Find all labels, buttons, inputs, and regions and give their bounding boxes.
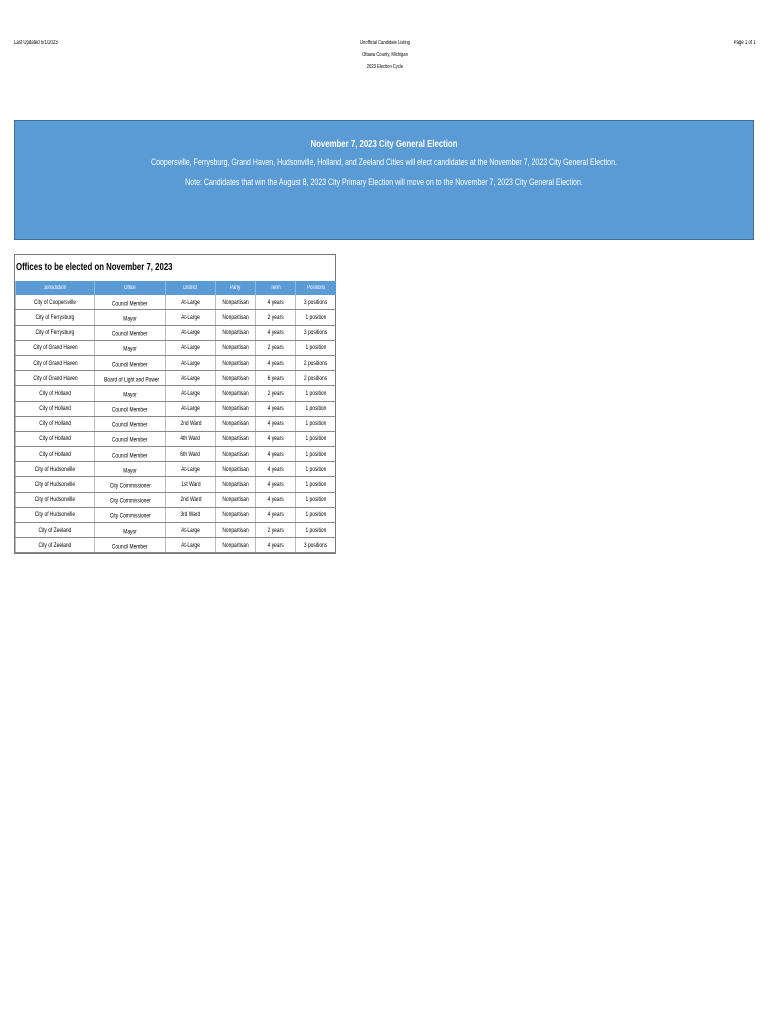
cell-jurisdiction (16, 538, 95, 553)
cell-jurisdiction (16, 371, 95, 386)
cell-jurisdiction (16, 416, 95, 431)
table-row (16, 507, 336, 522)
cell-text: 4 years (267, 405, 284, 413)
cell-office (95, 340, 166, 355)
cell-text: 2 years (267, 344, 284, 352)
cell-text: Nonpartisan (222, 359, 249, 367)
cell-party (216, 386, 256, 401)
cell-positions (296, 477, 336, 492)
cell-text: City of Zeeland (38, 526, 72, 534)
column-header-positions (296, 281, 336, 295)
cell-positions (296, 325, 336, 340)
cell-jurisdiction (16, 431, 95, 446)
cell-text: City of Ferrysburg (35, 329, 75, 337)
cell-text: 1 position (305, 344, 327, 352)
cell-text: At-Large (181, 374, 200, 382)
column-header-office (95, 281, 166, 295)
cell-district (166, 507, 216, 522)
cell-text: 1st Ward (180, 481, 201, 489)
cell-district (166, 492, 216, 507)
cell-office (95, 507, 166, 522)
column-header-label: District (183, 285, 198, 292)
cell-positions (296, 371, 336, 386)
banner-line-1: Coopersville, Ferrysburg, Grand Haven, Hudsonville, Holland, and Zeeland Cities will elect candidates at the November 7, 2023 City General Election. (151, 157, 617, 167)
offices-table-container (14, 254, 336, 554)
table-row (16, 371, 336, 386)
cell-term (256, 371, 296, 386)
cell-text: 3 positions (304, 329, 328, 337)
cell-party (216, 340, 256, 355)
cell-office (95, 492, 166, 507)
cell-office (95, 431, 166, 446)
cell-party (216, 295, 256, 310)
cell-text: 4 years (267, 481, 284, 489)
cell-text: City of Hudsonville (34, 511, 76, 519)
cell-text: City of Hudsonville (34, 465, 76, 473)
cell-jurisdiction (16, 310, 95, 325)
cell-text: Council Member (112, 543, 148, 551)
cell-party (216, 538, 256, 553)
cell-jurisdiction (16, 492, 95, 507)
cell-text: At-Large (181, 359, 200, 367)
cell-district (166, 416, 216, 431)
cell-office (95, 462, 166, 477)
cell-text: City of Grand Haven (32, 359, 78, 367)
cell-text: 1 position (305, 420, 327, 428)
cell-office (95, 538, 166, 553)
cell-office (95, 295, 166, 310)
cell-text: 2 years (267, 389, 284, 397)
cell-text: 1 position (305, 465, 327, 473)
cell-text: 4 years (267, 541, 284, 549)
table-row (16, 431, 336, 446)
cell-text: 4 years (267, 420, 284, 428)
cell-text: 2 positions (304, 359, 328, 367)
cell-jurisdiction (16, 355, 95, 370)
column-header-jurisdiction (16, 281, 95, 295)
cell-text: 4 years (267, 511, 284, 519)
cell-text: Mayor (123, 315, 137, 323)
table-row (16, 340, 336, 355)
cell-district (166, 325, 216, 340)
cell-text: City of Hudsonville (34, 496, 76, 504)
cell-district (166, 523, 216, 538)
banner-title: November 7, 2023 City General Election (310, 139, 458, 150)
cell-text: Council Member (112, 452, 148, 460)
cell-text: At-Large (181, 389, 200, 397)
cell-jurisdiction (16, 462, 95, 477)
cell-office (95, 355, 166, 370)
election-banner (14, 120, 754, 240)
cell-term (256, 462, 296, 477)
cell-text: City of Holland (39, 405, 71, 413)
cell-text: 1 position (305, 526, 327, 534)
cell-term (256, 325, 296, 340)
cell-text: Council Member (112, 436, 148, 444)
cell-term (256, 447, 296, 462)
cell-party (216, 401, 256, 416)
cell-jurisdiction (16, 386, 95, 401)
cell-text: Nonpartisan (222, 329, 249, 337)
cell-text: 2nd Ward (180, 420, 201, 428)
cell-text: City of Holland (39, 450, 71, 458)
cell-text: Nonpartisan (222, 450, 249, 458)
cell-term (256, 340, 296, 355)
cell-district (166, 462, 216, 477)
cell-jurisdiction (16, 325, 95, 340)
cell-office (95, 401, 166, 416)
cell-text: At-Large (181, 313, 200, 321)
cell-term (256, 538, 296, 553)
cell-term (256, 295, 296, 310)
offices-table (15, 281, 336, 553)
cell-party (216, 447, 256, 462)
cell-text: 3 positions (304, 298, 328, 306)
cell-term (256, 523, 296, 538)
column-header-label: Positions (306, 285, 325, 292)
cell-text: Nonpartisan (222, 465, 249, 473)
cell-text: Mayor (123, 467, 137, 475)
table-row (16, 386, 336, 401)
cell-term (256, 401, 296, 416)
cell-text: Board of Light and Power (104, 376, 160, 384)
cell-jurisdiction (16, 477, 95, 492)
cell-text: 4 years (267, 465, 284, 473)
cell-positions (296, 462, 336, 477)
cell-text: 1 position (305, 511, 327, 519)
column-header-label: Term (270, 285, 281, 292)
cell-text: 4 years (267, 435, 284, 443)
cell-jurisdiction (16, 401, 95, 416)
cell-term (256, 492, 296, 507)
column-header-district (166, 281, 216, 295)
cell-text: Nonpartisan (222, 435, 249, 443)
cell-text: 2 years (267, 313, 284, 321)
column-header-party (216, 281, 256, 295)
cell-office (95, 386, 166, 401)
cell-text: 1 position (305, 389, 327, 397)
table-row (16, 355, 336, 370)
cell-party (216, 431, 256, 446)
cell-text: Council Member (112, 421, 148, 429)
cell-text: City of Grand Haven (32, 344, 78, 352)
cell-text: At-Large (181, 405, 200, 413)
column-header-term (256, 281, 296, 295)
cell-text: 3rd Ward (180, 511, 201, 519)
cell-text: 3 positions (304, 541, 328, 549)
cell-party (216, 371, 256, 386)
cell-party (216, 523, 256, 538)
cell-term (256, 310, 296, 325)
cell-office (95, 371, 166, 386)
table-row (16, 523, 336, 538)
cell-text: 1 position (305, 481, 327, 489)
cell-text: Nonpartisan (222, 481, 249, 489)
cell-positions (296, 401, 336, 416)
cell-text: Mayor (123, 528, 137, 536)
cell-text: Council Member (112, 361, 148, 369)
cell-text: Council Member (112, 330, 148, 338)
cell-district (166, 371, 216, 386)
column-header-label: Jurisdiction (43, 285, 67, 292)
cell-text: Council Member (112, 406, 148, 414)
banner-line-2: Note: Candidates that win the August 8, 2023 City Primary Election will move on to the November 7, 2023 City General Election. (185, 177, 583, 187)
cell-positions (296, 295, 336, 310)
cell-jurisdiction (16, 447, 95, 462)
cell-party (216, 310, 256, 325)
cell-party (216, 416, 256, 431)
cell-party (216, 477, 256, 492)
page-number: Page 1 of 1 (733, 40, 756, 46)
cell-text: 4 years (267, 329, 284, 337)
cell-positions (296, 340, 336, 355)
cell-office (95, 310, 166, 325)
cell-party (216, 325, 256, 340)
cell-text: At-Large (181, 526, 200, 534)
cell-text: City Commissioner (109, 482, 151, 490)
cell-text: At-Large (181, 541, 200, 549)
cell-text: Nonpartisan (222, 298, 249, 306)
cell-term (256, 386, 296, 401)
cell-party (216, 492, 256, 507)
cell-district (166, 431, 216, 446)
table-row (16, 401, 336, 416)
table-row (16, 447, 336, 462)
cell-district (166, 295, 216, 310)
cell-text: At-Large (181, 298, 200, 306)
cell-text: 4th Ward (180, 435, 201, 443)
cell-district (166, 355, 216, 370)
cell-district (166, 401, 216, 416)
document-header (0, 37, 770, 73)
cell-positions (296, 507, 336, 522)
cell-district (166, 310, 216, 325)
cell-text: At-Large (181, 344, 200, 352)
cell-text: 2 positions (304, 374, 328, 382)
cell-text: 4 years (267, 298, 284, 306)
cell-positions (296, 492, 336, 507)
offices-header-row (16, 281, 336, 295)
cell-party (216, 462, 256, 477)
cell-positions (296, 447, 336, 462)
header-line-3: 2023 Election Cycle (366, 64, 404, 70)
offices-table-title (15, 255, 335, 281)
cell-text: City of Holland (39, 435, 71, 443)
cell-positions (296, 386, 336, 401)
cell-term (256, 355, 296, 370)
cell-text: City Commissioner (109, 497, 151, 505)
cell-text: At-Large (181, 465, 200, 473)
cell-text: Nonpartisan (222, 526, 249, 534)
cell-text: City of Hudsonville (34, 481, 76, 489)
cell-party (216, 355, 256, 370)
header-line-2: Ottawa County, Michigan (362, 52, 408, 58)
cell-district (166, 386, 216, 401)
table-row (16, 416, 336, 431)
cell-text: Nonpartisan (222, 313, 249, 321)
cell-jurisdiction (16, 523, 95, 538)
cell-text: 1 position (305, 405, 327, 413)
cell-text: Council Member (112, 300, 148, 308)
cell-positions (296, 416, 336, 431)
cell-office (95, 325, 166, 340)
cell-text: Mayor (123, 391, 137, 399)
cell-text: 2nd Ward (180, 496, 201, 504)
cell-text: 2 years (267, 526, 284, 534)
cell-office (95, 477, 166, 492)
cell-office (95, 523, 166, 538)
table-row (16, 462, 336, 477)
cell-district (166, 477, 216, 492)
cell-district (166, 340, 216, 355)
table-row (16, 477, 336, 492)
table-row (16, 295, 336, 310)
cell-text: Nonpartisan (222, 420, 249, 428)
table-row (16, 325, 336, 340)
cell-text: Nonpartisan (222, 344, 249, 352)
cell-positions (296, 538, 336, 553)
table-row (16, 310, 336, 325)
cell-text: 4 years (267, 450, 284, 458)
cell-text: Mayor (123, 345, 137, 353)
cell-text: City Commissioner (109, 512, 151, 520)
cell-text: 1 position (305, 450, 327, 458)
cell-text: Nonpartisan (222, 389, 249, 397)
cell-text: City of Holland (39, 389, 71, 397)
cell-text: Nonpartisan (222, 511, 249, 519)
cell-office (95, 447, 166, 462)
table-row (16, 492, 336, 507)
cell-district (166, 538, 216, 553)
cell-text: 1 position (305, 496, 327, 504)
column-header-label: Party (230, 285, 241, 292)
table-row (16, 538, 336, 553)
last-updated: Last Updated 5/1/2023 (14, 40, 58, 46)
cell-text: Nonpartisan (222, 541, 249, 549)
cell-positions (296, 310, 336, 325)
cell-jurisdiction (16, 340, 95, 355)
cell-text: City of Holland (39, 420, 71, 428)
cell-text: 1 position (305, 313, 327, 321)
cell-party (216, 507, 256, 522)
cell-jurisdiction (16, 507, 95, 522)
column-header-label: Office (124, 285, 136, 292)
cell-text: 6th Ward (180, 450, 201, 458)
cell-text: City of Coopersville (34, 298, 76, 306)
cell-text: City of Grand Haven (32, 374, 78, 382)
cell-term (256, 477, 296, 492)
cell-term (256, 416, 296, 431)
cell-text: Nonpartisan (222, 496, 249, 504)
cell-text: 4 years (267, 359, 284, 367)
cell-positions (296, 355, 336, 370)
cell-positions (296, 523, 336, 538)
cell-text: Nonpartisan (222, 405, 249, 413)
cell-district (166, 447, 216, 462)
cell-text: City of Ferrysburg (35, 313, 75, 321)
cell-text: 6 years (267, 374, 284, 382)
cell-text: Nonpartisan (222, 374, 249, 382)
header-line-1: Unofficial Candidate Listing (360, 40, 410, 46)
cell-term (256, 431, 296, 446)
offices-title-text: Offices to be elected on November 7, 2023 (16, 262, 173, 273)
cell-text: 1 position (305, 435, 327, 443)
cell-text: 4 years (267, 496, 284, 504)
cell-term (256, 507, 296, 522)
cell-positions (296, 431, 336, 446)
cell-office (95, 416, 166, 431)
cell-text: At-Large (181, 329, 200, 337)
cell-jurisdiction (16, 295, 95, 310)
cell-text: City of Zeeland (38, 541, 72, 549)
